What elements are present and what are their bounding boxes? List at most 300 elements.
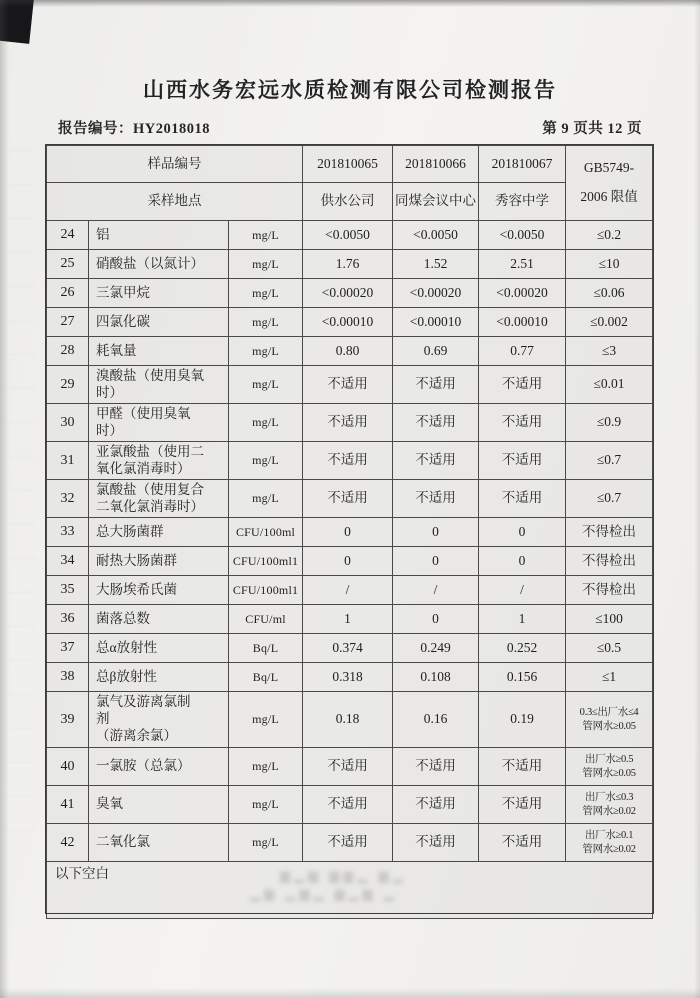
unit-cell bbox=[229, 480, 303, 518]
limit-cell-text: ≤3 bbox=[601, 342, 617, 358]
value-cell-text: <0.00020 bbox=[496, 284, 548, 300]
table-row bbox=[47, 663, 653, 692]
value-cell bbox=[479, 480, 566, 518]
limit-header-line2: 2006 限值 bbox=[580, 189, 638, 204]
unit-cell bbox=[229, 279, 303, 308]
bleedthrough-artifact bbox=[2, 150, 36, 850]
row-number-cell bbox=[47, 824, 89, 862]
parameter-cell bbox=[89, 404, 229, 442]
table-row bbox=[47, 748, 653, 786]
value-cell-text: 不适用 bbox=[501, 796, 543, 812]
parameter-cell bbox=[89, 480, 229, 518]
value-cell-text: 不适用 bbox=[501, 758, 543, 774]
value-cell bbox=[393, 576, 479, 605]
parameter-cell bbox=[89, 250, 229, 279]
sample-id: 201810065 bbox=[303, 146, 393, 183]
page-number: 第 9 页共 12 页 bbox=[542, 121, 642, 137]
unit-cell-text: mg/L bbox=[252, 314, 279, 329]
sample-id: 201810066 bbox=[393, 146, 479, 183]
table-row bbox=[47, 786, 653, 824]
value-cell bbox=[303, 547, 393, 576]
limit-cell-text: ≤100 bbox=[595, 610, 623, 626]
unit-cell-text: mg/L bbox=[252, 797, 279, 811]
footer-note: 以下空白 bbox=[47, 862, 653, 919]
unit-cell bbox=[229, 748, 303, 786]
value-cell-text: 不适用 bbox=[327, 758, 368, 774]
table-row bbox=[47, 366, 653, 404]
value-cell bbox=[393, 663, 479, 692]
value-cell-text: 不适用 bbox=[415, 490, 456, 506]
value-cell bbox=[303, 366, 393, 404]
limit-cell bbox=[566, 366, 653, 404]
parameter-cell-text: 一氯胺（总氯） bbox=[96, 758, 191, 774]
unit-cell-text: mg/L bbox=[252, 491, 279, 505]
value-cell bbox=[393, 634, 479, 663]
scan-top-shadow bbox=[0, 0, 700, 7]
parameter-cell bbox=[89, 366, 229, 404]
value-cell-text: 0.108 bbox=[420, 668, 451, 684]
value-cell-text: 不适用 bbox=[327, 834, 368, 850]
limit-cell-text: 0.3≤出厂水≤4 bbox=[579, 706, 639, 718]
row-number-cell-text: 24 bbox=[60, 227, 75, 243]
row-number-cell bbox=[47, 337, 89, 366]
row-number-cell bbox=[47, 480, 89, 518]
value-cell-text: 0 bbox=[432, 523, 439, 539]
limit-cell-text: 出厂水≤0.3 bbox=[584, 791, 634, 803]
parameter-cell-text: （游离余氯） bbox=[96, 727, 177, 743]
row-number-cell bbox=[47, 576, 89, 605]
parameter-cell bbox=[89, 692, 229, 748]
unit-cell-text: mg/L bbox=[252, 285, 279, 300]
bleedthrough-smudge: ▆▂▆ ▆▆▂ ▆▂ bbox=[280, 868, 407, 883]
limit-cell-text: 管网水≥0.02 bbox=[582, 805, 636, 817]
value-cell bbox=[479, 404, 566, 442]
unit-cell-text: mg/L bbox=[252, 256, 279, 271]
limit-cell bbox=[566, 250, 653, 279]
unit-cell-text: CFU/100ml1 bbox=[232, 582, 299, 597]
value-cell bbox=[393, 786, 479, 824]
value-cell-text: 0.18 bbox=[335, 711, 360, 727]
value-cell bbox=[393, 308, 479, 337]
limit-cell-text: 管网水≥0.05 bbox=[582, 767, 636, 779]
table-row bbox=[47, 221, 653, 250]
limit-cell-text: ≤0.06 bbox=[593, 284, 625, 300]
value-cell bbox=[479, 748, 566, 786]
limit-cell bbox=[566, 547, 653, 576]
unit-cell bbox=[229, 605, 303, 634]
value-cell-text: 不适用 bbox=[415, 796, 456, 812]
row-number-cell-text: 26 bbox=[60, 285, 75, 301]
table-row bbox=[47, 547, 653, 576]
parameter-cell-text: 总α放射性 bbox=[96, 639, 158, 655]
unit-cell bbox=[229, 308, 303, 337]
limit-cell bbox=[566, 748, 653, 786]
value-cell-text: 0.374 bbox=[332, 639, 363, 655]
parameter-cell bbox=[89, 547, 229, 576]
value-cell-text: 0.249 bbox=[420, 639, 451, 655]
value-cell-text: 不适用 bbox=[327, 376, 368, 392]
value-cell-text: <0.00010 bbox=[496, 313, 548, 329]
value-cell-text: 不适用 bbox=[415, 414, 456, 430]
unit-cell-text: Bq/L bbox=[252, 669, 279, 684]
sample-id: 201810067 bbox=[479, 146, 566, 183]
limit-cell bbox=[566, 480, 653, 518]
value-cell bbox=[303, 480, 393, 518]
value-cell bbox=[479, 442, 566, 480]
value-cell bbox=[303, 518, 393, 547]
limit-cell-text: 不得检出 bbox=[582, 552, 637, 568]
limit-cell bbox=[566, 442, 653, 480]
unit-cell-text: mg/L bbox=[252, 712, 279, 726]
footer-row bbox=[47, 862, 653, 919]
limit-header bbox=[566, 146, 653, 221]
unit-cell bbox=[229, 663, 303, 692]
row-number-cell-text: 29 bbox=[60, 376, 75, 392]
value-cell bbox=[479, 692, 566, 748]
parameter-cell-text: 剂 bbox=[96, 711, 110, 727]
parameter-cell bbox=[89, 634, 229, 663]
limit-cell-text: ≤0.01 bbox=[593, 376, 625, 392]
parameter-cell bbox=[89, 748, 229, 786]
limit-cell-text: 管网水≥0.05 bbox=[582, 720, 636, 732]
unit-cell bbox=[229, 221, 303, 250]
row-number-cell-text: 35 bbox=[60, 582, 75, 598]
results-tbody bbox=[47, 146, 653, 919]
table-row bbox=[47, 337, 653, 366]
value-cell-text: / bbox=[433, 581, 438, 597]
value-cell bbox=[393, 337, 479, 366]
parameter-cell-text: 菌落总数 bbox=[96, 610, 150, 626]
limit-cell bbox=[566, 308, 653, 337]
row-number-cell-text: 27 bbox=[60, 314, 75, 330]
value-cell-text: 不适用 bbox=[327, 414, 368, 430]
limit-cell bbox=[566, 221, 653, 250]
value-cell bbox=[393, 279, 479, 308]
row-number-cell-text: 33 bbox=[60, 524, 75, 540]
value-cell bbox=[479, 250, 566, 279]
table-row bbox=[47, 279, 653, 308]
value-cell-text: <0.00010 bbox=[409, 313, 462, 329]
value-cell-text: <0.00020 bbox=[409, 284, 462, 300]
row-number-cell bbox=[47, 663, 89, 692]
limit-cell-text: ≤0.9 bbox=[596, 414, 622, 430]
limit-cell bbox=[566, 634, 653, 663]
value-cell-text: 0 bbox=[344, 523, 351, 539]
parameter-cell bbox=[89, 279, 229, 308]
unit-cell-text: mg/L bbox=[252, 343, 279, 358]
value-cell bbox=[303, 308, 393, 337]
value-cell bbox=[303, 279, 393, 308]
value-cell bbox=[479, 663, 566, 692]
value-cell bbox=[393, 366, 479, 404]
parameter-cell bbox=[89, 824, 229, 862]
unit-cell bbox=[229, 404, 303, 442]
row-number-cell-text: 28 bbox=[60, 343, 75, 359]
limit-cell-text: ≤0.7 bbox=[596, 490, 622, 506]
limit-cell bbox=[566, 518, 653, 547]
value-cell bbox=[479, 337, 566, 366]
row-number-cell-text: 32 bbox=[60, 490, 75, 506]
parameter-cell-text: 二氧化氯消毒时） bbox=[96, 498, 204, 514]
parameter-cell-text: 四氯化碳 bbox=[96, 313, 150, 329]
unit-cell bbox=[229, 442, 303, 480]
value-cell bbox=[479, 576, 566, 605]
value-cell bbox=[393, 547, 479, 576]
value-cell bbox=[393, 404, 479, 442]
unit-cell bbox=[229, 634, 303, 663]
value-cell bbox=[303, 605, 393, 634]
limit-cell-text: ≤0.002 bbox=[590, 313, 628, 329]
value-cell bbox=[303, 576, 393, 605]
value-cell bbox=[479, 824, 566, 862]
parameter-cell-text: 氧化氯消毒时） bbox=[96, 460, 191, 476]
value-cell-text: 0 bbox=[518, 523, 526, 539]
row-number-cell-text: 38 bbox=[60, 669, 75, 685]
value-cell bbox=[303, 748, 393, 786]
row-number-cell bbox=[47, 442, 89, 480]
parameter-cell bbox=[89, 221, 229, 250]
value-cell-text: 不适用 bbox=[327, 490, 368, 506]
sample-location: 供水公司 bbox=[303, 183, 393, 221]
parameter-cell-text: 总β放射性 bbox=[96, 668, 157, 684]
row-number-cell bbox=[47, 547, 89, 576]
row-number-cell bbox=[47, 221, 89, 250]
value-cell-text: 不适用 bbox=[501, 490, 543, 506]
row-number-cell-text: 30 bbox=[60, 414, 75, 430]
limit-header-line1: GB5749- bbox=[583, 160, 635, 176]
parameter-cell-text: 耗氧量 bbox=[96, 342, 137, 358]
table-row bbox=[47, 634, 653, 663]
value-cell-text: 不适用 bbox=[501, 376, 543, 392]
results-table bbox=[46, 145, 653, 919]
row-number-cell-text: 36 bbox=[60, 611, 75, 627]
parameter-cell bbox=[89, 308, 229, 337]
value-cell-text: 不适用 bbox=[415, 452, 456, 468]
value-cell-text: 不适用 bbox=[501, 834, 543, 850]
unit-cell bbox=[229, 576, 303, 605]
limit-cell-text: 出厂水≥0.1 bbox=[584, 829, 634, 841]
value-cell bbox=[393, 480, 479, 518]
parameter-cell-text: 硝酸盐（以氮计） bbox=[96, 255, 204, 271]
value-cell bbox=[479, 279, 566, 308]
value-cell-text: 2.51 bbox=[510, 255, 534, 271]
value-cell bbox=[393, 748, 479, 786]
value-cell-text: 1 bbox=[518, 610, 526, 626]
table-row bbox=[47, 308, 653, 337]
value-cell bbox=[393, 250, 479, 279]
row-number-cell-text: 41 bbox=[60, 796, 75, 812]
value-cell bbox=[479, 366, 566, 404]
table-row bbox=[47, 250, 653, 279]
unit-cell bbox=[229, 824, 303, 862]
sample-no-label: 样品编号 bbox=[47, 146, 303, 183]
row-number-cell-text: 42 bbox=[60, 834, 75, 850]
value-cell-text: / bbox=[345, 581, 350, 597]
limit-cell-text: 管网水≥0.02 bbox=[582, 843, 636, 855]
unit-cell bbox=[229, 547, 303, 576]
report-meta bbox=[58, 117, 642, 138]
unit-cell-text: mg/L bbox=[252, 835, 279, 849]
value-cell bbox=[303, 221, 393, 250]
parameter-cell-text: 亚氯酸盐（使用二 bbox=[96, 443, 204, 459]
limit-cell bbox=[566, 663, 653, 692]
parameter-cell-text: 耐热大肠菌群 bbox=[96, 552, 177, 568]
value-cell-text: 不适用 bbox=[415, 376, 456, 392]
page-title: 山西水务宏远水质检测有限公司检测报告 bbox=[143, 79, 557, 102]
value-cell bbox=[303, 442, 393, 480]
location-label: 采样地点 bbox=[47, 183, 303, 221]
value-cell-text: / bbox=[520, 581, 524, 597]
bleedthrough-smudge: ▂▆ ▂▆▂ ▆▂▆ ▂ bbox=[250, 886, 398, 901]
table-row bbox=[47, 518, 653, 547]
value-cell-text: 0 bbox=[518, 552, 526, 568]
value-cell-text: <0.0050 bbox=[499, 226, 545, 242]
parameter-cell-text: 总大肠菌群 bbox=[96, 523, 164, 539]
value-cell-text: 1 bbox=[344, 610, 351, 626]
limit-cell-text: 出厂水≥0.5 bbox=[584, 753, 634, 765]
limit-cell-text: ≤0.5 bbox=[596, 639, 622, 655]
limit-cell-text: ≤0.7 bbox=[596, 452, 622, 468]
limit-cell bbox=[566, 576, 653, 605]
header-row-sample-no bbox=[47, 146, 653, 183]
parameter-cell bbox=[89, 337, 229, 366]
value-cell-text: 不适用 bbox=[415, 834, 456, 850]
value-cell bbox=[479, 605, 566, 634]
unit-cell-text: CFU/100ml bbox=[235, 524, 296, 539]
limit-cell-text: ≤1 bbox=[601, 668, 617, 684]
parameter-cell-text: 时） bbox=[96, 422, 123, 438]
limit-cell bbox=[566, 786, 653, 824]
row-number-cell-text: 25 bbox=[60, 256, 75, 272]
parameter-cell-text: 臭氧 bbox=[96, 796, 123, 812]
unit-cell-text: mg/L bbox=[252, 759, 279, 773]
limit-cell-text: 不得检出 bbox=[582, 523, 637, 539]
value-cell bbox=[303, 250, 393, 279]
table-row bbox=[47, 480, 653, 518]
row-number-cell bbox=[47, 692, 89, 748]
row-number-cell-text: 39 bbox=[60, 711, 75, 727]
table-row bbox=[47, 576, 653, 605]
unit-cell-text: CFU/100ml1 bbox=[232, 553, 299, 568]
parameter-cell-text: 三氯甲烷 bbox=[96, 284, 150, 300]
parameter-cell bbox=[89, 663, 229, 692]
table-row bbox=[47, 404, 653, 442]
value-cell bbox=[479, 518, 566, 547]
unit-cell bbox=[229, 692, 303, 748]
value-cell bbox=[479, 547, 566, 576]
parameter-cell-text: 大肠埃希氏菌 bbox=[96, 581, 177, 597]
parameter-cell-text: 溴酸盐（使用臭氧 bbox=[96, 367, 204, 383]
value-cell bbox=[303, 663, 393, 692]
parameter-cell-text: 二氧化氯 bbox=[96, 834, 150, 850]
parameter-cell bbox=[89, 442, 229, 480]
value-cell-text: <0.0050 bbox=[413, 226, 458, 242]
row-number-cell bbox=[47, 634, 89, 663]
value-cell-text: 0.80 bbox=[335, 342, 360, 358]
unit-cell bbox=[229, 337, 303, 366]
sample-location: 秀容中学 bbox=[479, 183, 566, 221]
value-cell bbox=[393, 605, 479, 634]
parameter-cell-text: 铝 bbox=[96, 226, 110, 242]
value-cell bbox=[393, 824, 479, 862]
unit-cell-text: mg/L bbox=[252, 415, 279, 429]
value-cell bbox=[393, 221, 479, 250]
value-cell-text: 不适用 bbox=[501, 452, 543, 468]
limit-cell bbox=[566, 824, 653, 862]
unit-cell-text: mg/L bbox=[252, 227, 279, 242]
scan-right-shadow bbox=[694, 0, 700, 998]
parameter-cell-text: 甲醛（使用臭氧 bbox=[96, 405, 191, 421]
parameter-cell bbox=[89, 786, 229, 824]
value-cell-text: 不适用 bbox=[327, 796, 368, 812]
value-cell-text: 1.52 bbox=[423, 255, 448, 271]
value-cell bbox=[479, 786, 566, 824]
limit-cell-text: 不得检出 bbox=[582, 581, 637, 597]
table-row bbox=[47, 605, 653, 634]
value-cell-text: <0.00010 bbox=[321, 313, 374, 329]
parameter-cell-text: 氯气及游离氯制 bbox=[96, 694, 191, 710]
limit-cell bbox=[566, 605, 653, 634]
value-cell bbox=[479, 221, 566, 250]
row-number-cell bbox=[47, 279, 89, 308]
row-number-cell bbox=[47, 308, 89, 337]
value-cell bbox=[303, 786, 393, 824]
value-cell bbox=[303, 404, 393, 442]
limit-cell bbox=[566, 337, 653, 366]
row-number-cell-text: 31 bbox=[60, 452, 75, 468]
parameter-cell bbox=[89, 576, 229, 605]
row-number-cell bbox=[47, 404, 89, 442]
report-number: 报告编号：HY2018018 bbox=[58, 121, 210, 137]
value-cell-text: <0.0050 bbox=[325, 226, 370, 242]
limit-cell-text: ≤10 bbox=[598, 255, 620, 271]
table-row bbox=[47, 442, 653, 480]
value-cell-text: 不适用 bbox=[501, 414, 543, 430]
value-cell-text: <0.00020 bbox=[321, 284, 374, 300]
value-cell bbox=[393, 442, 479, 480]
row-number-cell bbox=[47, 748, 89, 786]
unit-cell bbox=[229, 786, 303, 824]
value-cell-text: 不适用 bbox=[327, 452, 368, 468]
unit-cell bbox=[229, 366, 303, 404]
parameter-cell bbox=[89, 518, 229, 547]
unit-cell bbox=[229, 250, 303, 279]
value-cell-text: 0 bbox=[432, 610, 439, 626]
value-cell bbox=[393, 518, 479, 547]
value-cell-text: 不适用 bbox=[415, 758, 456, 774]
value-cell-text: 0.77 bbox=[510, 342, 534, 358]
unit-cell-text: mg/L bbox=[252, 377, 279, 391]
value-cell-text: 0.318 bbox=[332, 668, 363, 684]
value-cell-text: 1.76 bbox=[335, 255, 360, 271]
value-cell-text: 0.252 bbox=[506, 639, 538, 655]
limit-cell-text: ≤0.2 bbox=[596, 226, 622, 242]
value-cell bbox=[479, 634, 566, 663]
value-cell-text: 0.16 bbox=[423, 711, 448, 727]
table-row bbox=[47, 824, 653, 862]
value-cell bbox=[303, 824, 393, 862]
value-cell bbox=[479, 308, 566, 337]
limit-cell bbox=[566, 692, 653, 748]
row-number-cell bbox=[47, 518, 89, 547]
row-number-cell-text: 34 bbox=[60, 553, 75, 569]
value-cell bbox=[303, 634, 393, 663]
unit-cell-text: Bq/L bbox=[252, 640, 279, 655]
row-number-cell bbox=[47, 786, 89, 824]
header-row-location bbox=[47, 183, 653, 221]
value-cell-text: 0.19 bbox=[510, 711, 534, 727]
value-cell-text: 0 bbox=[344, 552, 351, 568]
